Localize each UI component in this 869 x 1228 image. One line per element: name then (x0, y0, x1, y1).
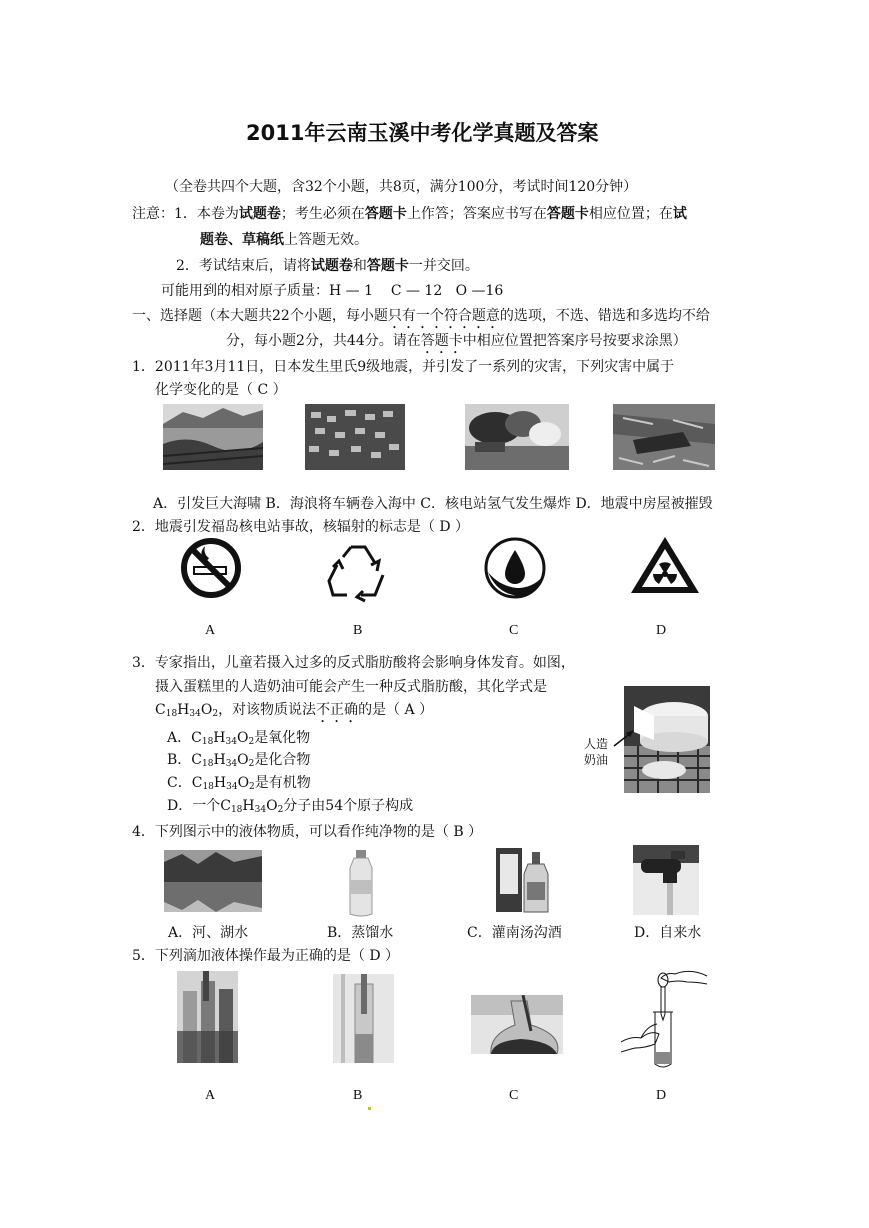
section-1-header (132, 307, 710, 332)
q1-photo-collapse (613, 404, 715, 470)
option-text: 分子由54个原子构成 (283, 798, 414, 814)
q2-stem: 2．地震引发福岛核电站事故，核辐射的标志是（ D ） (132, 519, 470, 535)
q3-stem: 3．专家指出，儿童若摄入过多的反式脂肪酸将会影响身体发育。如图， (132, 655, 575, 671)
formula-element: C (191, 775, 203, 791)
section-1-text: 中相应位置把答案序号按要求涂黑） (462, 333, 687, 349)
note-1-text: 相应位置；在 (588, 206, 673, 222)
formula-element: O (237, 752, 249, 768)
formula-element: C (155, 702, 166, 718)
formula-subscript: 18 (202, 759, 214, 769)
q4-option-c: C．灌南汤沟酒 (467, 925, 562, 941)
note-1-line-2 (200, 231, 368, 249)
test-tube-photo-b (333, 974, 394, 1063)
note-1-bold: 试题卷 (238, 206, 281, 222)
atomic-masses: 可能用到的相对原子质量：H — 1 C — 12 O —16 (161, 283, 504, 299)
q3-text: ，对该物质说法 (218, 702, 317, 718)
no-smoking-sign-icon (179, 536, 243, 600)
q5-stem: 5．下列滴加液体操作最为正确的是（ D ） (132, 948, 400, 964)
formula-subscript: 2 (277, 805, 284, 815)
formula-element: H (242, 798, 255, 814)
q3-option-b (167, 751, 310, 769)
formula-element: C (191, 752, 203, 768)
q2-label-b: B (353, 623, 363, 638)
q3-emphasis: 不正确 (316, 702, 359, 718)
section-1-text: 一、选择题（本大题共22个小题，每小题 (132, 308, 388, 324)
q2-label-a: A (205, 623, 216, 638)
note-1 (132, 205, 687, 223)
water-bottle-photo (344, 848, 378, 918)
flask-photo-c (471, 995, 563, 1054)
q3-stem-line-2: 摄入蛋糕里的人造奶油可能会产生一种反式脂肪酸，其化学式是 (155, 679, 547, 695)
formula-subscript: 18 (165, 709, 178, 719)
note-label: 注意： (132, 206, 174, 222)
q2-label-d: D (656, 623, 667, 638)
formula-subscript: 34 (189, 709, 201, 719)
q5-label-c: C (509, 1088, 519, 1103)
option-prefix: C． (167, 775, 192, 791)
note-2-bold: 试题卷 (310, 258, 353, 274)
note-1-bold: 题卷、草稿纸 (200, 232, 284, 248)
formula-element: C (191, 730, 202, 746)
q3-option-a (167, 729, 310, 747)
formula-element: H (177, 702, 190, 718)
formula-subscript: 34 (225, 759, 238, 769)
formula-element: O (200, 702, 213, 718)
stray-dot (368, 1107, 371, 1110)
formula-element: H (213, 730, 226, 746)
callout-label (584, 736, 608, 768)
q3-stem-line-3 (155, 701, 433, 726)
formula-subscript: 2 (212, 709, 219, 719)
option-prefix: A． (167, 730, 192, 746)
test-tubes-photo-a (177, 971, 238, 1063)
formula-element: H (213, 775, 227, 791)
q1-stem-line-2: 化学变化的是（ C ） (155, 382, 287, 398)
formula-subscript: 34 (225, 737, 237, 747)
formula-element: O (237, 775, 250, 791)
formula-element: C (220, 798, 231, 814)
exam-intro: （全卷共四个大题，含32个小题，共8页，满分100分，考试时间120分钟） (165, 179, 638, 195)
formula-element: O (266, 798, 278, 814)
q4-option-a: A．河、湖水 (168, 925, 249, 941)
formula-subscript: 2 (249, 782, 255, 792)
option-prefix: B． (167, 752, 192, 768)
faucet-photo (633, 845, 699, 915)
note-2-text: 一并交回。 (408, 258, 479, 274)
q1-photo-tsunami (163, 404, 263, 470)
note-1-bold: 试 (672, 206, 687, 222)
section-1-header-line-2 (226, 332, 687, 357)
page-title: 2011年云南玉溪中考化学真题及答案 (246, 121, 599, 145)
q5-label-a: A (205, 1088, 216, 1103)
q3-option-c (167, 774, 311, 792)
note-1-text: 上答题无效。 (284, 232, 368, 248)
note-1-text: ；考生必须在 (280, 206, 365, 222)
dropper-diagram-d (621, 964, 709, 1071)
q1-photo-explosion (465, 404, 569, 470)
recycling-icon (325, 541, 391, 603)
formula-element: H (213, 752, 226, 768)
formula-subscript: 34 (254, 805, 267, 815)
q1-options: A．引发巨大海啸 B．海浪将车辆卷入海中 C．核电站氢气发生爆炸 D．地震中房屋被摧毁 (153, 496, 713, 512)
callout-line-1: 人造 (584, 737, 609, 751)
formula-subscript: 34 (226, 782, 238, 792)
q3-text: 的是（ A ） (358, 702, 434, 718)
cake-photo (624, 686, 710, 793)
section-1-text: 分，每小题2分，共44分。请在 (226, 333, 421, 349)
water-conservation-icon (483, 536, 547, 600)
note-1-bold: 答题卡 (364, 206, 407, 222)
option-text: 是化合物 (254, 752, 311, 768)
note-1-bold: 答题卡 (546, 206, 589, 222)
formula-subscript: 2 (248, 737, 255, 747)
formula-subscript: 2 (248, 759, 255, 769)
section-1-text: 的选项，不选、错选和多选均不给 (499, 308, 710, 324)
option-prefix: D．一个 (167, 798, 221, 814)
note-2 (176, 257, 479, 275)
note-2-bold: 答题卡 (366, 258, 409, 274)
formula-subscript: 18 (230, 805, 243, 815)
lake-photo (164, 850, 262, 912)
section-1-emphasis: 答题卡 (420, 333, 463, 349)
q1-stem: 1．2011年3月11日，日本发生里氏9级地震，并引发了一系列的灾害，下列灾害中属于 (132, 359, 675, 375)
formula-subscript: 18 (201, 737, 214, 747)
note-1-text: 上作答；答案应书写在 (406, 206, 547, 222)
q4-option-d: D．自来水 (634, 925, 702, 941)
note-2-text: 2．考试结束后，请将 (176, 258, 311, 274)
note-1-text: 1．本卷为 (174, 206, 239, 222)
q4-option-b: B．蒸馏水 (327, 925, 394, 941)
callout-line-2: 奶油 (584, 753, 609, 767)
q1-photo-vehicles (305, 404, 405, 470)
q2-label-c: C (509, 623, 519, 638)
formula-subscript: 18 (202, 782, 214, 792)
q4-stem: 4．下列图示中的液体物质，可以看作纯净物的是（ B ） (132, 824, 483, 840)
callout-arrow-icon (612, 726, 636, 748)
radiation-hazard-icon (628, 534, 702, 596)
section-1-emphasis: 只有一个符合题意 (387, 308, 500, 324)
liquor-bottle-photo (494, 844, 550, 916)
option-text: 是氧化物 (254, 730, 311, 746)
q3-option-d (167, 797, 413, 815)
note-2-text: 和 (352, 258, 367, 274)
formula-element: O (236, 730, 249, 746)
q5-label-b: B (353, 1088, 363, 1103)
option-text: 是有机物 (254, 775, 311, 791)
q5-label-d: D (656, 1088, 667, 1103)
